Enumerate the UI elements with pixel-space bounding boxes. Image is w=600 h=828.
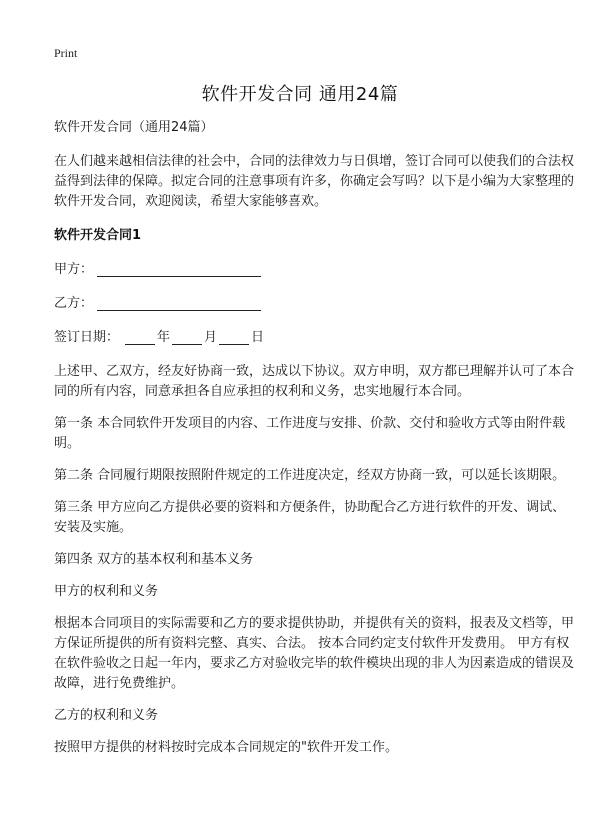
document-body [54, 118, 574, 770]
day-blank [219, 330, 249, 345]
party-b-blank [97, 296, 261, 311]
article-3: 第三条 甲方应向乙方提供必要的资料和方便条件，协助配合乙方进行软件的开发、调试、安装及实施。 [54, 500, 566, 535]
party-a-label: 甲方： [54, 262, 94, 277]
article-1: 第一条 本合同软件开发项目的内容、工作进度与安排、价款、交付和验收方式等由附件载明。 [54, 416, 566, 451]
article-2: 第二条 合同履行期限按照附件规定的工作进度决定，经双方协商一致，可以延长该期限。 [54, 468, 566, 483]
day-label: 日 [251, 330, 265, 345]
article-4: 第四条 双方的基本权利和基本义务 [54, 552, 254, 567]
document-subtitle: 软件开发合同（通用24篇） [54, 120, 214, 135]
party-a-rights-heading: 甲方的权利和义务 [54, 584, 159, 599]
section-heading: 软件开发合同1 [54, 228, 142, 243]
party-a-rights-paragraph: 根据本合同项目的实际需要和乙方的要求提供协助，并提供有关的资料，报表及文档等，甲方保证所提供的所有资料完整、真实、合法。 按本合同约定支付软件开发费用。 甲方有权在软件验收之日起一年内，要求乙方对验收完毕的软件模块出现的非人为因素造成的错误及故障，进行免费维护。 [54, 616, 575, 691]
party-b-label: 乙方： [54, 296, 94, 311]
page-title: 软件开发合同 通用24篇 [201, 84, 399, 105]
year-blank [125, 330, 155, 345]
month-label: 月 [204, 330, 218, 345]
intro-paragraph: 在人们越来越相信法律的社会中，合同的法律效力与日俱增，签订合同可以使我们的合法权益得到法律的保障。拟定合同的注意事项有许多，你确定会写吗？以下是小编为大家整理的软件开发合同，欢迎阅读，希望大家能够喜欢。 [54, 154, 575, 209]
agreement-paragraph: 上述甲、乙双方，经友好协商一致，达成以下协议。双方申明，双方都已理解并认可了本合同的所有内容，同意承担各自应承担的权利和义务，忠实地履行本合同。 [54, 364, 575, 399]
sign-date-field [54, 328, 574, 348]
party-b-field [54, 294, 574, 314]
year-label: 年 [157, 330, 171, 345]
party-b-rights-heading: 乙方的权利和义务 [54, 708, 159, 723]
party-b-rights-paragraph: 按照甲方提供的材料按时完成本合同规定的"软件开发工作。 [54, 740, 398, 755]
party-a-field [54, 260, 574, 280]
party-a-blank [97, 262, 261, 277]
sign-date-label: 签订日期： [54, 330, 120, 345]
print-link[interactable]: Print [54, 46, 78, 60]
month-blank [172, 330, 202, 345]
